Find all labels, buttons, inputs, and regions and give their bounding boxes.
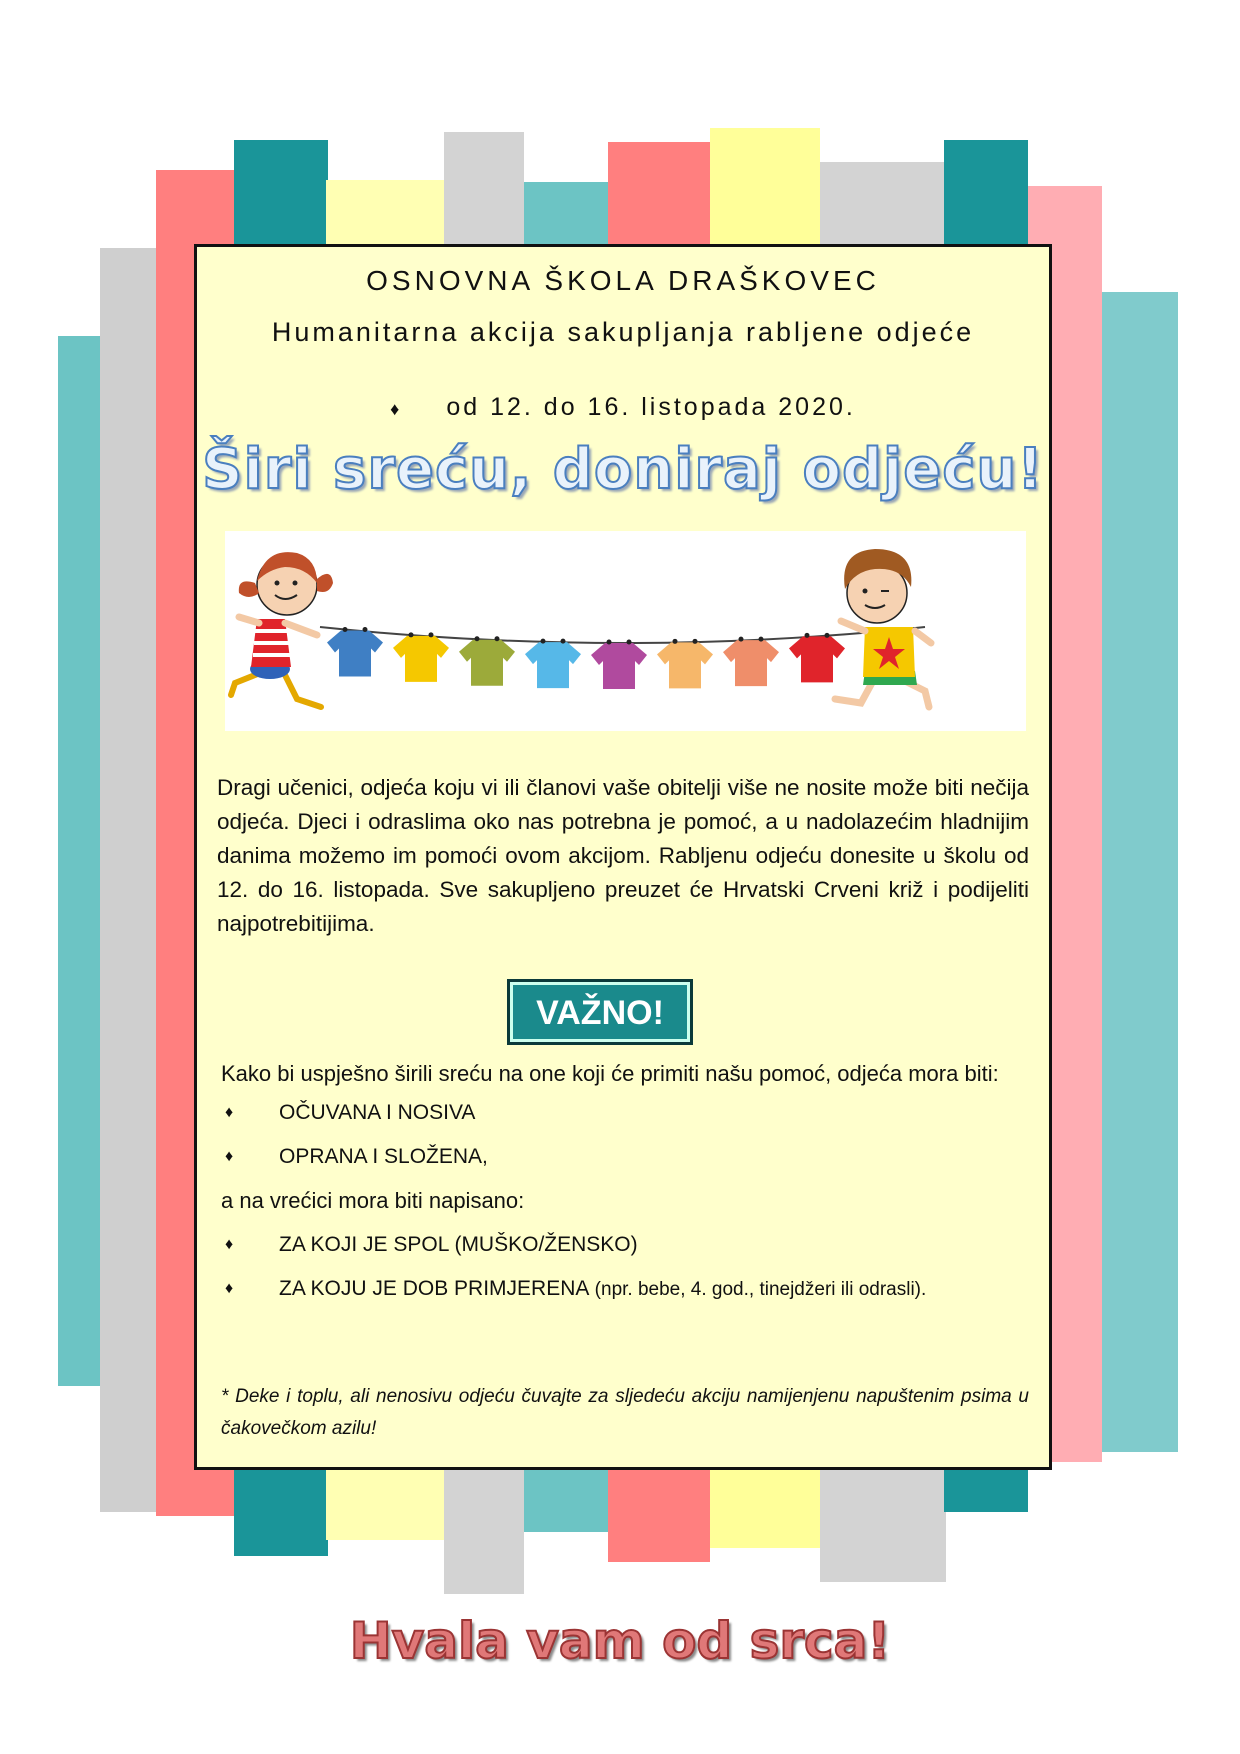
bg-strip	[1102, 292, 1178, 1452]
shirt-icon	[327, 630, 383, 676]
clothespin-icon	[673, 639, 678, 644]
thank-you-title: Hvala vam od srca!	[349, 1612, 891, 1670]
diamond-bullet-icon: ♦	[225, 1148, 234, 1165]
clothespin-icon	[825, 633, 830, 638]
campaign-dates	[197, 393, 1049, 422]
clothespin-icon	[561, 639, 566, 644]
clothespin-icon	[627, 639, 632, 644]
bg-strip	[58, 336, 100, 1386]
dates-text: od 12. do 16. listopada 2020.	[446, 393, 856, 421]
list-item	[221, 1223, 1029, 1267]
label-requirement-text: ZA KOJI JE SPOL (MUŠKO/ŽENSKO)	[279, 1233, 638, 1256]
clothespin-icon	[363, 627, 368, 632]
shirts-on-line	[327, 627, 845, 689]
requirement-text: OPRANA I SLOŽENA,	[279, 1145, 488, 1168]
clothespin-icon	[805, 633, 810, 638]
school-name: OSNOVNA ŠKOLA DRAŠKOVEC	[366, 265, 880, 296]
shirt-icon	[525, 642, 581, 688]
clothespin-icon	[343, 627, 348, 632]
shirt-icon	[723, 640, 779, 686]
kids-clothesline-illustration	[225, 531, 1026, 731]
important-badge: VAŽNO!	[507, 979, 693, 1045]
clothespin-icon	[739, 637, 744, 642]
clothespin-icon	[693, 639, 698, 644]
diamond-bullet-icon: ♦	[225, 1280, 234, 1297]
clothespin-icon	[541, 639, 546, 644]
clothespin-icon	[759, 637, 764, 642]
shirt-icon	[789, 636, 845, 682]
shirt-icon	[591, 643, 647, 689]
boy-figure-icon	[835, 549, 931, 707]
clothespin-icon	[607, 639, 612, 644]
bg-strip	[100, 248, 156, 1512]
list-item	[221, 1267, 1029, 1311]
clothespin-icon	[429, 632, 434, 637]
campaign-subtitle: Humanitarna akcija sakupljanja rabljene odjeće	[271, 317, 975, 347]
label-requirement-example: (npr. bebe, 4. god., tinejdžeri ili odrasli).	[589, 1279, 927, 1300]
shirt-icon	[459, 640, 515, 686]
requirement-text: OČUVANA I NOSIVA	[279, 1101, 476, 1124]
label-intro: a na vrećici mora biti napisano:	[221, 1188, 525, 1213]
girl-figure-icon	[231, 552, 333, 707]
list-item	[221, 1091, 1029, 1135]
list-item	[221, 1135, 1029, 1179]
shirt-icon	[657, 642, 713, 688]
clothespin-icon	[475, 636, 480, 641]
diamond-bullet-icon: ♦	[225, 1104, 234, 1121]
requirements-section	[221, 1057, 1029, 1311]
diamond-bullet-icon: ♦	[225, 1236, 234, 1253]
clothespin-icon	[409, 632, 414, 637]
clothespin-icon	[495, 636, 500, 641]
poster-panel	[194, 244, 1052, 1470]
requirements-intro: Kako bi uspješno širili sreću na one koji će primiti našu pomoć, odjeća mora biti:	[221, 1061, 999, 1086]
footnote: * Deke i toplu, ali nenosivu odjeću čuvajte za sljedeću akciju namijenjenu napuštenim psima u čakovečkom azilu!	[221, 1386, 1029, 1439]
appeal-paragraph: Dragi učenici, odjeća koju vi ili članovi vaše obitelji više ne nosite može biti nečija odjeća. Djeci i odraslima oko nas potrebna je pomoć, a u nadolazećim hladnijim danima možemo im pomoći ovom akcijom. Rabljenu odjeću donesite u školu od 12. do 16. listopada. Sve sakupljeno preuzet će Hrvatski Crveni križ i podijeliti najpotrebitijima.	[217, 775, 1029, 936]
shirt-icon	[393, 636, 449, 682]
diamond-bullet-icon: ♦	[390, 399, 403, 419]
label-requirement-text: ZA KOJU JE DOB PRIMJERENA	[279, 1277, 590, 1300]
slogan-title: Širi sreću, doniraj odjeću!	[202, 437, 1044, 502]
